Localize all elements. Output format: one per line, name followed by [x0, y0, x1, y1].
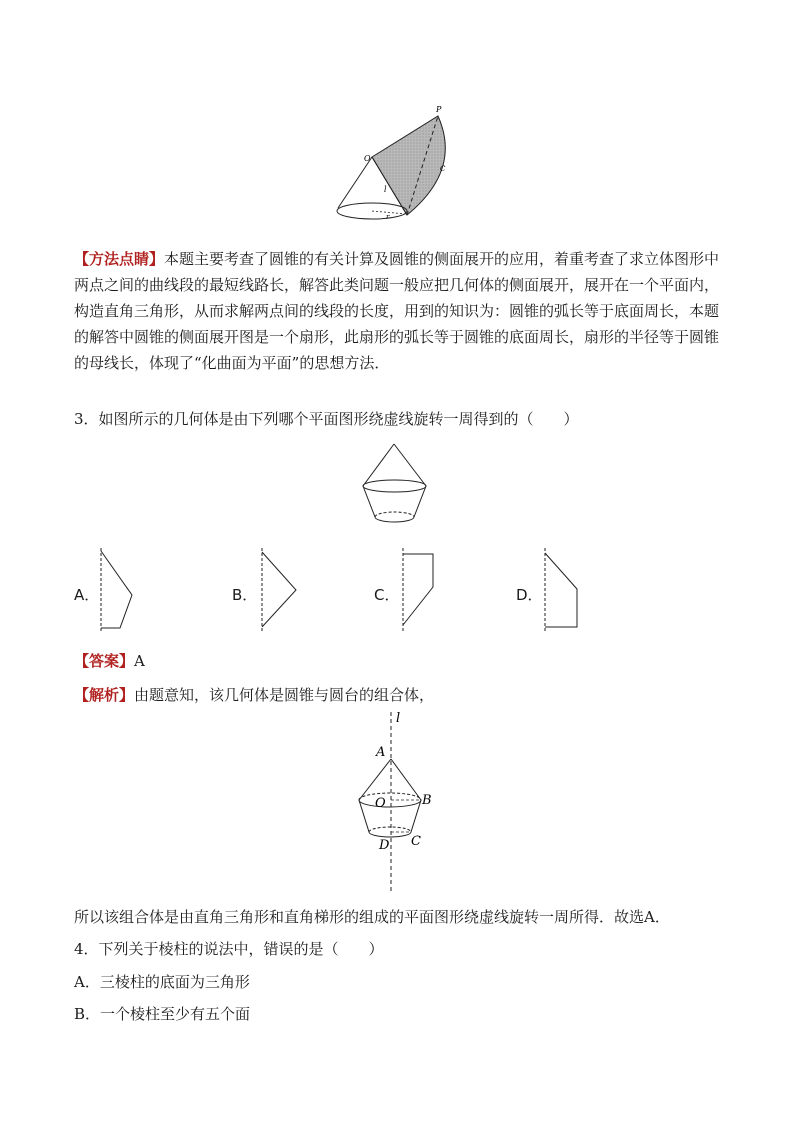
method-text: 本题主要考查了圆锥的有关计算及圆锥的侧面展开的应用，着重考查了求立体图形中两点之间的曲线段的最短线路长，解答此类问题一般应把几何体的侧面展开，展开在一个平面内，构造直角三角形，从而求解两点间的线段的长度，用到的知识为：圆锥的弧长等于底面周长，本题的解答中圆锥的侧面展开图是一个扇形，此扇形的弧长等于圆锥的底面周长，扇形的半径等于圆锥的母线长，体现了“化曲面为平面”的思想方法．: [74, 250, 720, 372]
q3-stem: 3．如图所示的几何体是由下列哪个平面图形绕虚线旋转一周得到的（ ）: [74, 410, 579, 428]
q3-solid-figure: [355, 440, 445, 530]
method-paragraph: [74, 246, 724, 376]
q3-option-b-shape: [250, 545, 310, 635]
q3-option-d-shape: [535, 545, 585, 635]
q4-option-a: A．三棱柱的底面为三角形: [74, 973, 250, 991]
q3-analysis-figure: [345, 708, 445, 898]
answer-tag: 【答案】: [74, 652, 135, 670]
q3-answer-line: [74, 650, 145, 672]
cone-left-edge: [338, 157, 372, 208]
sector-shaded: [372, 116, 445, 215]
q3-option-d-label: D．: [516, 586, 543, 604]
base-radius: [372, 211, 407, 214]
q3-option-b-label: B．: [232, 586, 258, 604]
q4-stem: 4．下列关于棱柱的说法中，错误的是（ ）: [74, 940, 384, 958]
label-c: C: [440, 165, 446, 173]
cone-unfolding-figure: [320, 100, 470, 230]
fig-label-c: C: [411, 834, 421, 849]
fig-label-d: D: [379, 838, 390, 853]
fig-label-b: B: [422, 793, 432, 808]
q3-option-a-label: A．: [74, 586, 100, 604]
label-l: l: [384, 185, 387, 194]
q3-analysis-line: [74, 684, 434, 706]
fig-label-l: l: [396, 711, 401, 726]
analysis-text: 由题意知，该几何体是圆锥与圆台的组合体，: [134, 686, 435, 704]
label-r: r: [386, 213, 390, 221]
answer-value: A: [134, 652, 145, 670]
label-p: P: [436, 105, 442, 114]
label-o: O: [364, 154, 371, 163]
q3-conclusion: 所以该组合体是由直角三角形和直角梯形的组成的平面图形绕虚线旋转一周所得．故选A．: [74, 908, 670, 926]
fig-label-o: O: [375, 796, 386, 811]
fig-label-a: A: [376, 745, 386, 760]
q3-option-c-label: C．: [374, 586, 400, 604]
method-tag: 【方法点睛】: [74, 250, 165, 268]
q3-option-c-shape: [392, 545, 442, 635]
analysis-tag: 【解析】: [74, 686, 135, 704]
q3-option-a-shape: [90, 545, 140, 635]
q4-option-b: B．一个棱柱至少有五个面: [74, 1005, 251, 1023]
